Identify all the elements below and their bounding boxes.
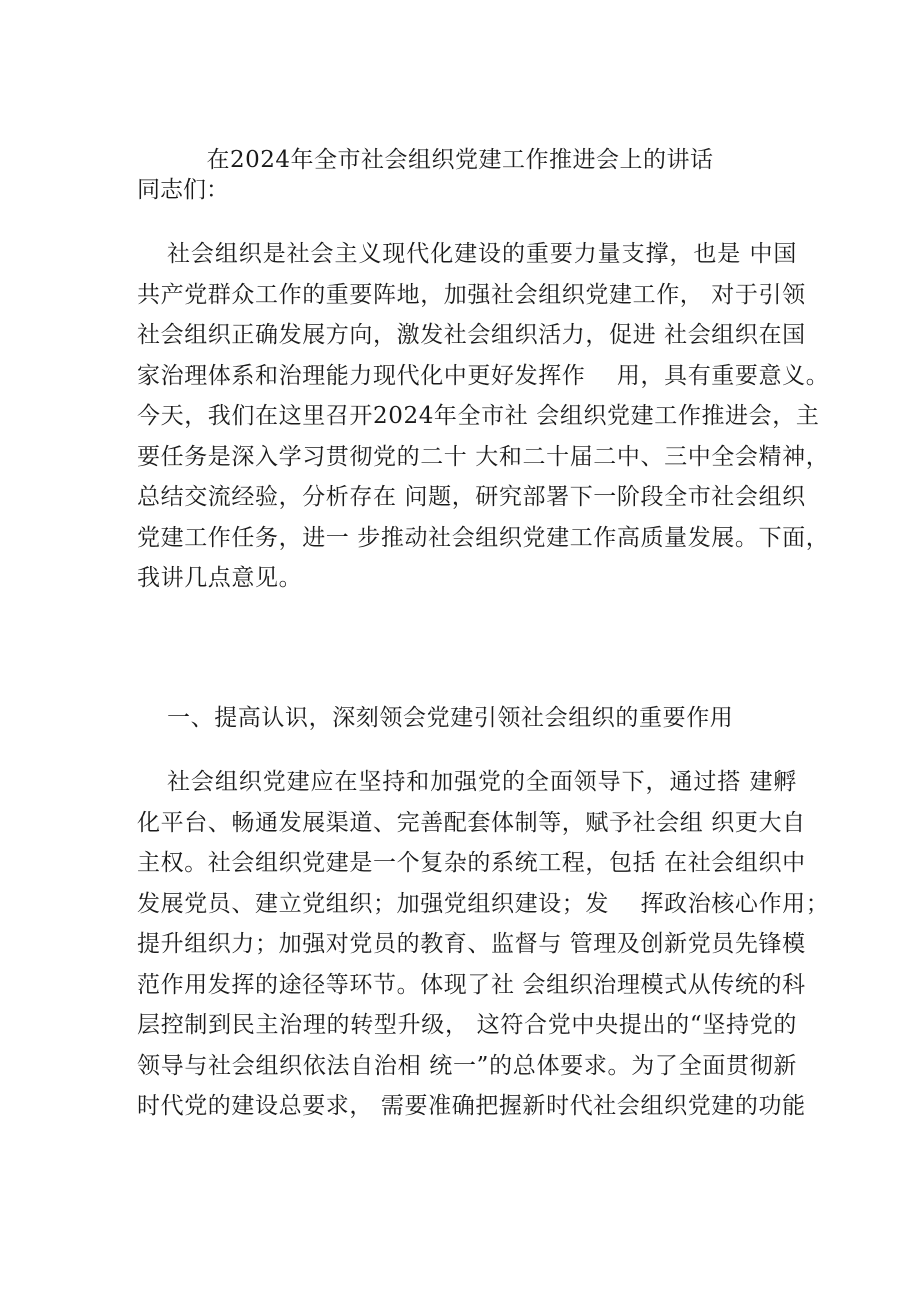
paragraph-line: 今天，我们在这里召开2024年全市社 会组织党建工作推进会，主: [137, 403, 820, 429]
paragraph-line: 发展党员、建立党组织；加强党组织建设；发 挥政治核心作用；: [137, 890, 830, 917]
paragraph-line: 党建工作任务，进一 步推动社会组织党建工作高质量发展。下面，: [137, 524, 830, 551]
paragraph-line: 范作用发挥的途径等环节。体现了社 会组织治理模式从传统的科: [137, 971, 806, 998]
paragraph-section-1: [137, 762, 830, 1127]
document-title: 在2024年全市社会组织党建工作推进会上的讲话: [206, 147, 714, 173]
paragraph-line: 时代党的建设总要求， 需要准确把握新时代社会组织党建的功能: [137, 1093, 806, 1119]
paragraph-line: 我讲几点意见。: [137, 565, 303, 591]
salutation: 同志们：: [137, 177, 229, 203]
paragraph-line: 要任务是深入学习贯彻党的二十 大和二十届二中、三中全会精神，: [137, 443, 830, 470]
paragraph-line: 领导与社会组织依法自治相 统一”的总体要求。为了全面贯彻新: [137, 1052, 797, 1079]
paragraph-line: 化平台、畅通发展渠道、完善配套体制等，赋予社会组 织更大自: [137, 809, 806, 836]
paragraph-line: 主权。社会组织党建是一个复杂的系统工程，包括 在社会组织中: [137, 850, 806, 876]
paragraph-line: 社会组织党建应在坚持和加强党的全面领导下，通过搭 建孵: [167, 769, 797, 795]
paragraph-intro: [137, 234, 830, 599]
paragraph-line: 社会组织正确发展方向，激发社会组织活力，促进 社会组织在国: [137, 322, 806, 348]
paragraph-line: 共产党群众工作的重要阵地，加强社会组织党建工作， 对于引领: [137, 281, 806, 308]
paragraph-line: 社会组织是社会主义现代化建设的重要力量支撑，也是 中国: [167, 241, 797, 267]
section-heading: 一、提高认识，深刻领会党建引领社会组织的重要作用: [167, 705, 734, 731]
paragraph-line: 层控制到民主治理的转型升级， 这符合党中央提出的“坚持党的: [137, 1012, 797, 1038]
paragraph-line: 总结交流经验，分析存在 问题，研究部署下一阶段全市社会组织: [137, 484, 806, 510]
paragraph-line: 家治理体系和治理能力现代化中更好发挥作 用，具有重要意义。: [137, 362, 830, 389]
paragraph-line: 提升组织力；加强对党员的教育、监督与 管理及创新党员先锋模: [137, 931, 806, 957]
